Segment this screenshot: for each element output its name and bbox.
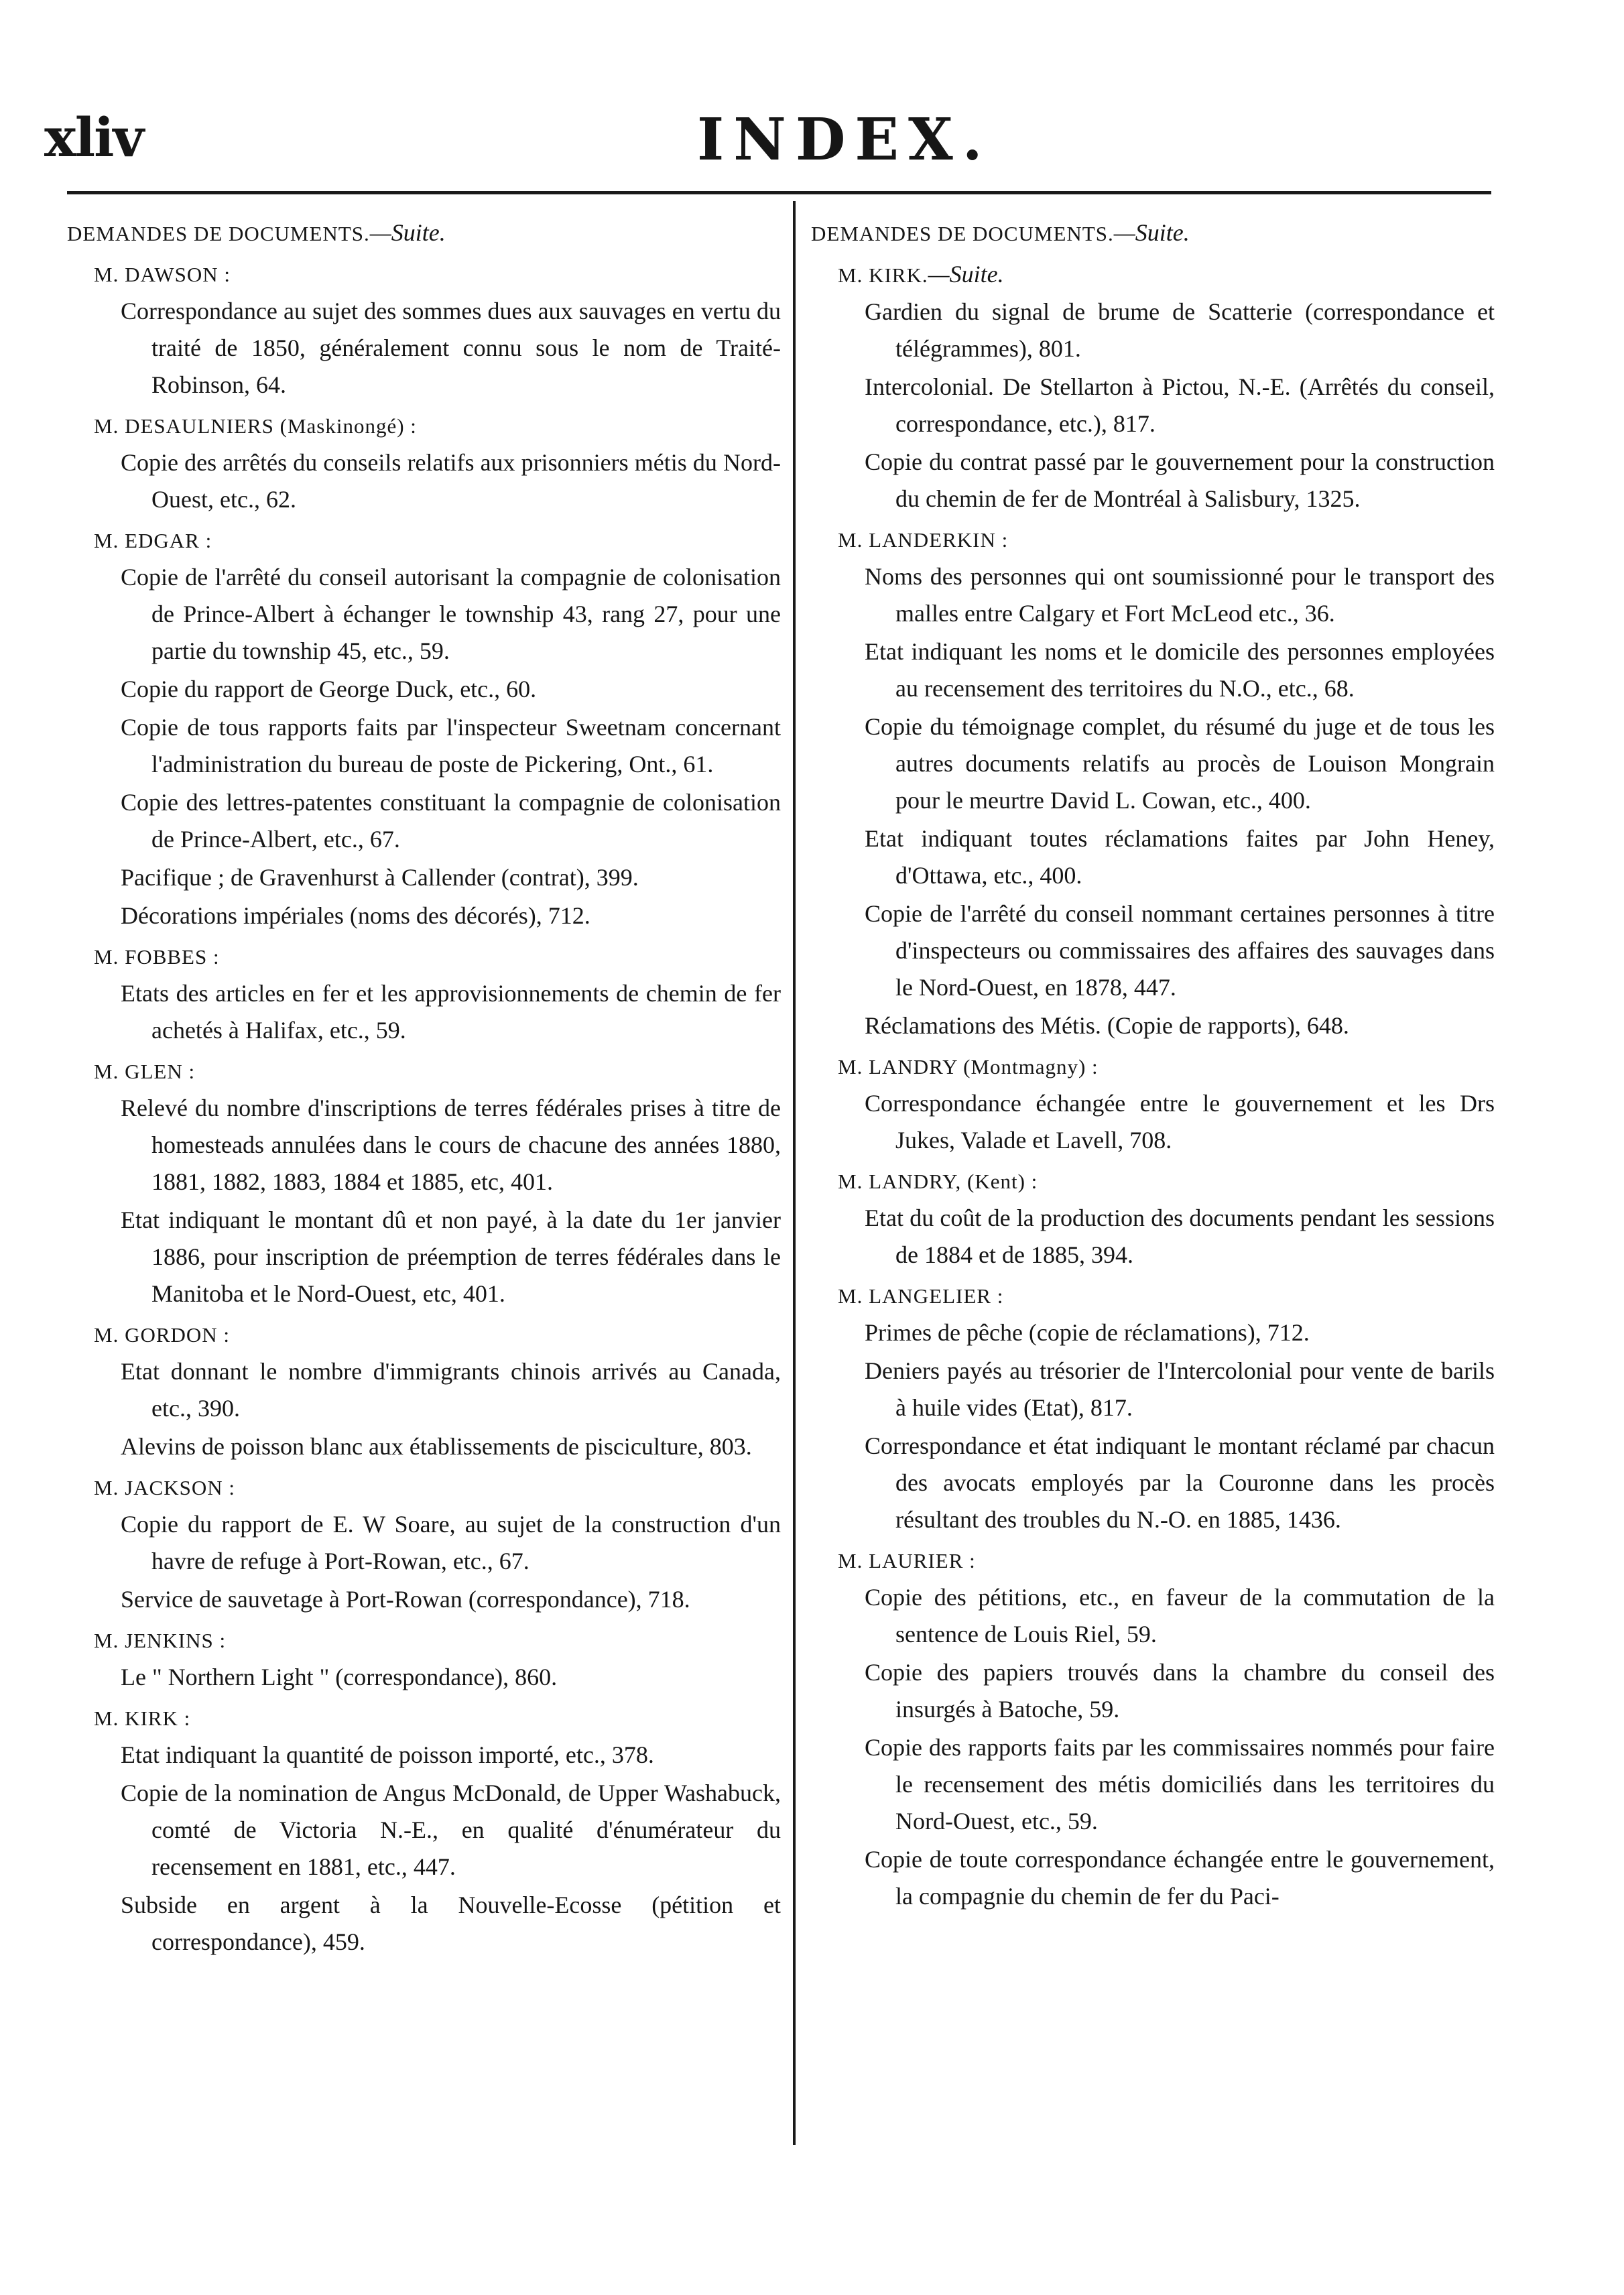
index-entry: Deniers payés au trésorier de l'Intercolonial pour vente de barils à huile vides (Etat), 817. — [865, 1357, 1495, 1421]
index-entry: Subside en argent à la Nouvelle-Ecosse (pétition et correspondance), 459. — [121, 1891, 781, 1955]
index-entry: Etat du coût de la production des documents pendant les sessions de 1884 et de 1885, 394. — [865, 1204, 1495, 1268]
index-entry: Copie de l'arrêté du conseil nommant certaines personnes à titre d'inspecteurs ou commissaires des affaires des sauvages dans le Nord-Ouest, en 1878, 447. — [865, 900, 1495, 1001]
index-entry: Correspondance échangée entre le gouvernement et les Drs Jukes, Valade et Lavell, 708. — [865, 1090, 1495, 1154]
index-entry: Relevé du nombre d'inscriptions de terres fédérales prises à titre de homesteads annulées dans le cours de chacune des années 1880, 1881, 1882, 1883, 1884 et 1885, etc, 401. — [121, 1095, 781, 1195]
index-entry: Copie de l'arrêté du conseil autorisant la compagnie de colonisation de Prince-Albert à échanger le township 43, rang 27, pour une partie du township 45, etc., 59. — [121, 564, 781, 664]
index-entry: Copie du rapport de George Duck, etc., 60. — [121, 676, 537, 702]
member-heading: M. KIRK.—Suite. — [838, 261, 1004, 288]
member-heading: M. EDGAR : — [94, 529, 212, 552]
index-entry: Copie du témoignage complet, du résumé du juge et de tous les autres documents relatifs au procès de Louison Mongrain pour le meurtre David L. Cowan, etc., 400. — [865, 713, 1495, 814]
index-entry: Copie de la nomination de Angus McDonald, de Upper Washabuck, comté de Victoria N.-E., en qualité d'énumérateur du recensement en 1881, etc., 447. — [121, 1780, 781, 1880]
member-heading: M. LANDRY (Montmagny) : — [838, 1055, 1099, 1078]
index-entry: Copie de toute correspondance échangée entre le gouvernement, la compagnie du chemin de fer du Paci- — [865, 1846, 1495, 1910]
left-column — [67, 214, 781, 1962]
member-heading: M. JENKINS : — [94, 1629, 227, 1652]
index-entry: Le " Northern Light " (correspondance), 860. — [121, 1664, 558, 1690]
member-heading: M. GLEN : — [94, 1060, 196, 1083]
index-entry: Copie des rapports faits par les commissaires nommés pour faire le recensement des métis domiciliés dans les territoires du Nord-Ouest, etc., 59. — [865, 1734, 1495, 1835]
index-entry: Etats des articles en fer et les approvisionnements de chemin de fer achetés à Halifax, etc., 59. — [121, 980, 781, 1044]
index-entry: Etat indiquant toutes réclamations faites par John Heney, d'Ottawa, etc., 400. — [865, 825, 1495, 889]
index-entry: Etat donnant le nombre d'immigrants chinois arrivés au Canada, etc., 390. — [121, 1358, 781, 1422]
member-heading: M. DESAULNIERS (Maskinongé) : — [94, 414, 417, 438]
index-entry: Correspondance au sujet des sommes dues aux sauvages en vertu du traité de 1850, généralement connu sous le nom de Traité-Robinson, 64. — [121, 298, 781, 398]
index-entry: Intercolonial. De Stellarton à Pictou, N.-E. (Arrêtés du conseil, correspondance, etc.), 817. — [865, 373, 1495, 437]
page-number: xliv — [44, 106, 143, 169]
index-entry: Décorations impériales (noms des décorés), 712. — [121, 902, 590, 929]
index-entry: Etat indiquant le montant dû et non payé, à la date du 1er janvier 1886, pour inscription de préemption de terres fédérales dans le Manitoba et le Nord-Ouest, etc, 401. — [121, 1206, 781, 1307]
index-entry: Copie des lettres-patentes constituant la compagnie de colonisation de Prince-Albert, etc., 67. — [121, 789, 781, 853]
index-entry: Copie de tous rapports faits par l'inspecteur Sweetnam concernant l'administration du bureau de poste de Pickering, Ont., 61. — [121, 714, 781, 778]
member-heading: M. KIRK : — [94, 1707, 191, 1730]
section-heading: DEMANDES DE DOCUMENTS.—Suite. — [811, 219, 1190, 246]
member-heading: M. LANDRY, (Kent) : — [838, 1170, 1038, 1193]
index-entry: Copie des papiers trouvés dans la chambre du conseil des insurgés à Batoche, 59. — [865, 1659, 1495, 1723]
index-entry: Alevins de poisson blanc aux établissements de pisciculture, 803. — [121, 1433, 752, 1460]
index-entry: Copie du contrat passé par le gouvernement pour la construction du chemin de fer de Montréal à Salisbury, 1325. — [865, 448, 1495, 512]
member-heading: M. FOBBES : — [94, 945, 220, 969]
index-entry: Copie des arrêtés du conseils relatifs aux prisonniers métis du Nord-Ouest, etc., 62. — [121, 449, 781, 513]
member-heading: M. GORDON : — [94, 1323, 231, 1347]
member-heading: M. LANDERKIN : — [838, 528, 1009, 552]
index-entry: Pacifique ; de Gravenhurst à Callender (contrat), 399. — [121, 864, 639, 891]
right-column — [811, 214, 1495, 1916]
index-entry: Primes de pêche (copie de réclamations), 712. — [865, 1319, 1310, 1346]
member-heading: M. JACKSON : — [94, 1476, 235, 1499]
index-entry: Etat indiquant les noms et le domicile des personnes employées au recensement des territoires du N.O., etc., 68. — [865, 638, 1495, 702]
index-entry: Noms des personnes qui ont soumissionné pour le transport des malles entre Calgary et Fort McLeod etc., 36. — [865, 563, 1495, 627]
index-entry: Correspondance et état indiquant le montant réclamé par chacun des avocats employés par la Couronne dans les procès résultant des troubles du N.-O. en 1885, 1436. — [865, 1432, 1495, 1533]
index-entry: Service de sauvetage à Port-Rowan (correspondance), 718. — [121, 1586, 690, 1613]
section-heading: DEMANDES DE DOCUMENTS.—Suite. — [67, 219, 446, 246]
page-title: INDEX. — [697, 106, 992, 174]
header-rule — [67, 191, 1491, 194]
member-heading: M. LANGELIER : — [838, 1284, 1004, 1308]
index-entry: Copie du rapport de E. W Soare, au sujet de la construction d'un havre de refuge à Port-Rowan, etc., 67. — [121, 1511, 781, 1574]
member-heading: M. LAURIER : — [838, 1549, 976, 1572]
column-divider — [793, 201, 796, 2145]
index-entry: Réclamations des Métis. (Copie de rapports), 648. — [865, 1012, 1349, 1039]
index-entry: Etat indiquant la quantité de poisson importé, etc., 378. — [121, 1741, 654, 1768]
index-entry: Gardien du signal de brume de Scatterie (correspondance et télégrammes), 801. — [865, 298, 1495, 362]
index-entry: Copie des pétitions, etc., en faveur de la commutation de la sentence de Louis Riel, 59. — [865, 1584, 1495, 1648]
member-heading: M. DAWSON : — [94, 263, 231, 286]
